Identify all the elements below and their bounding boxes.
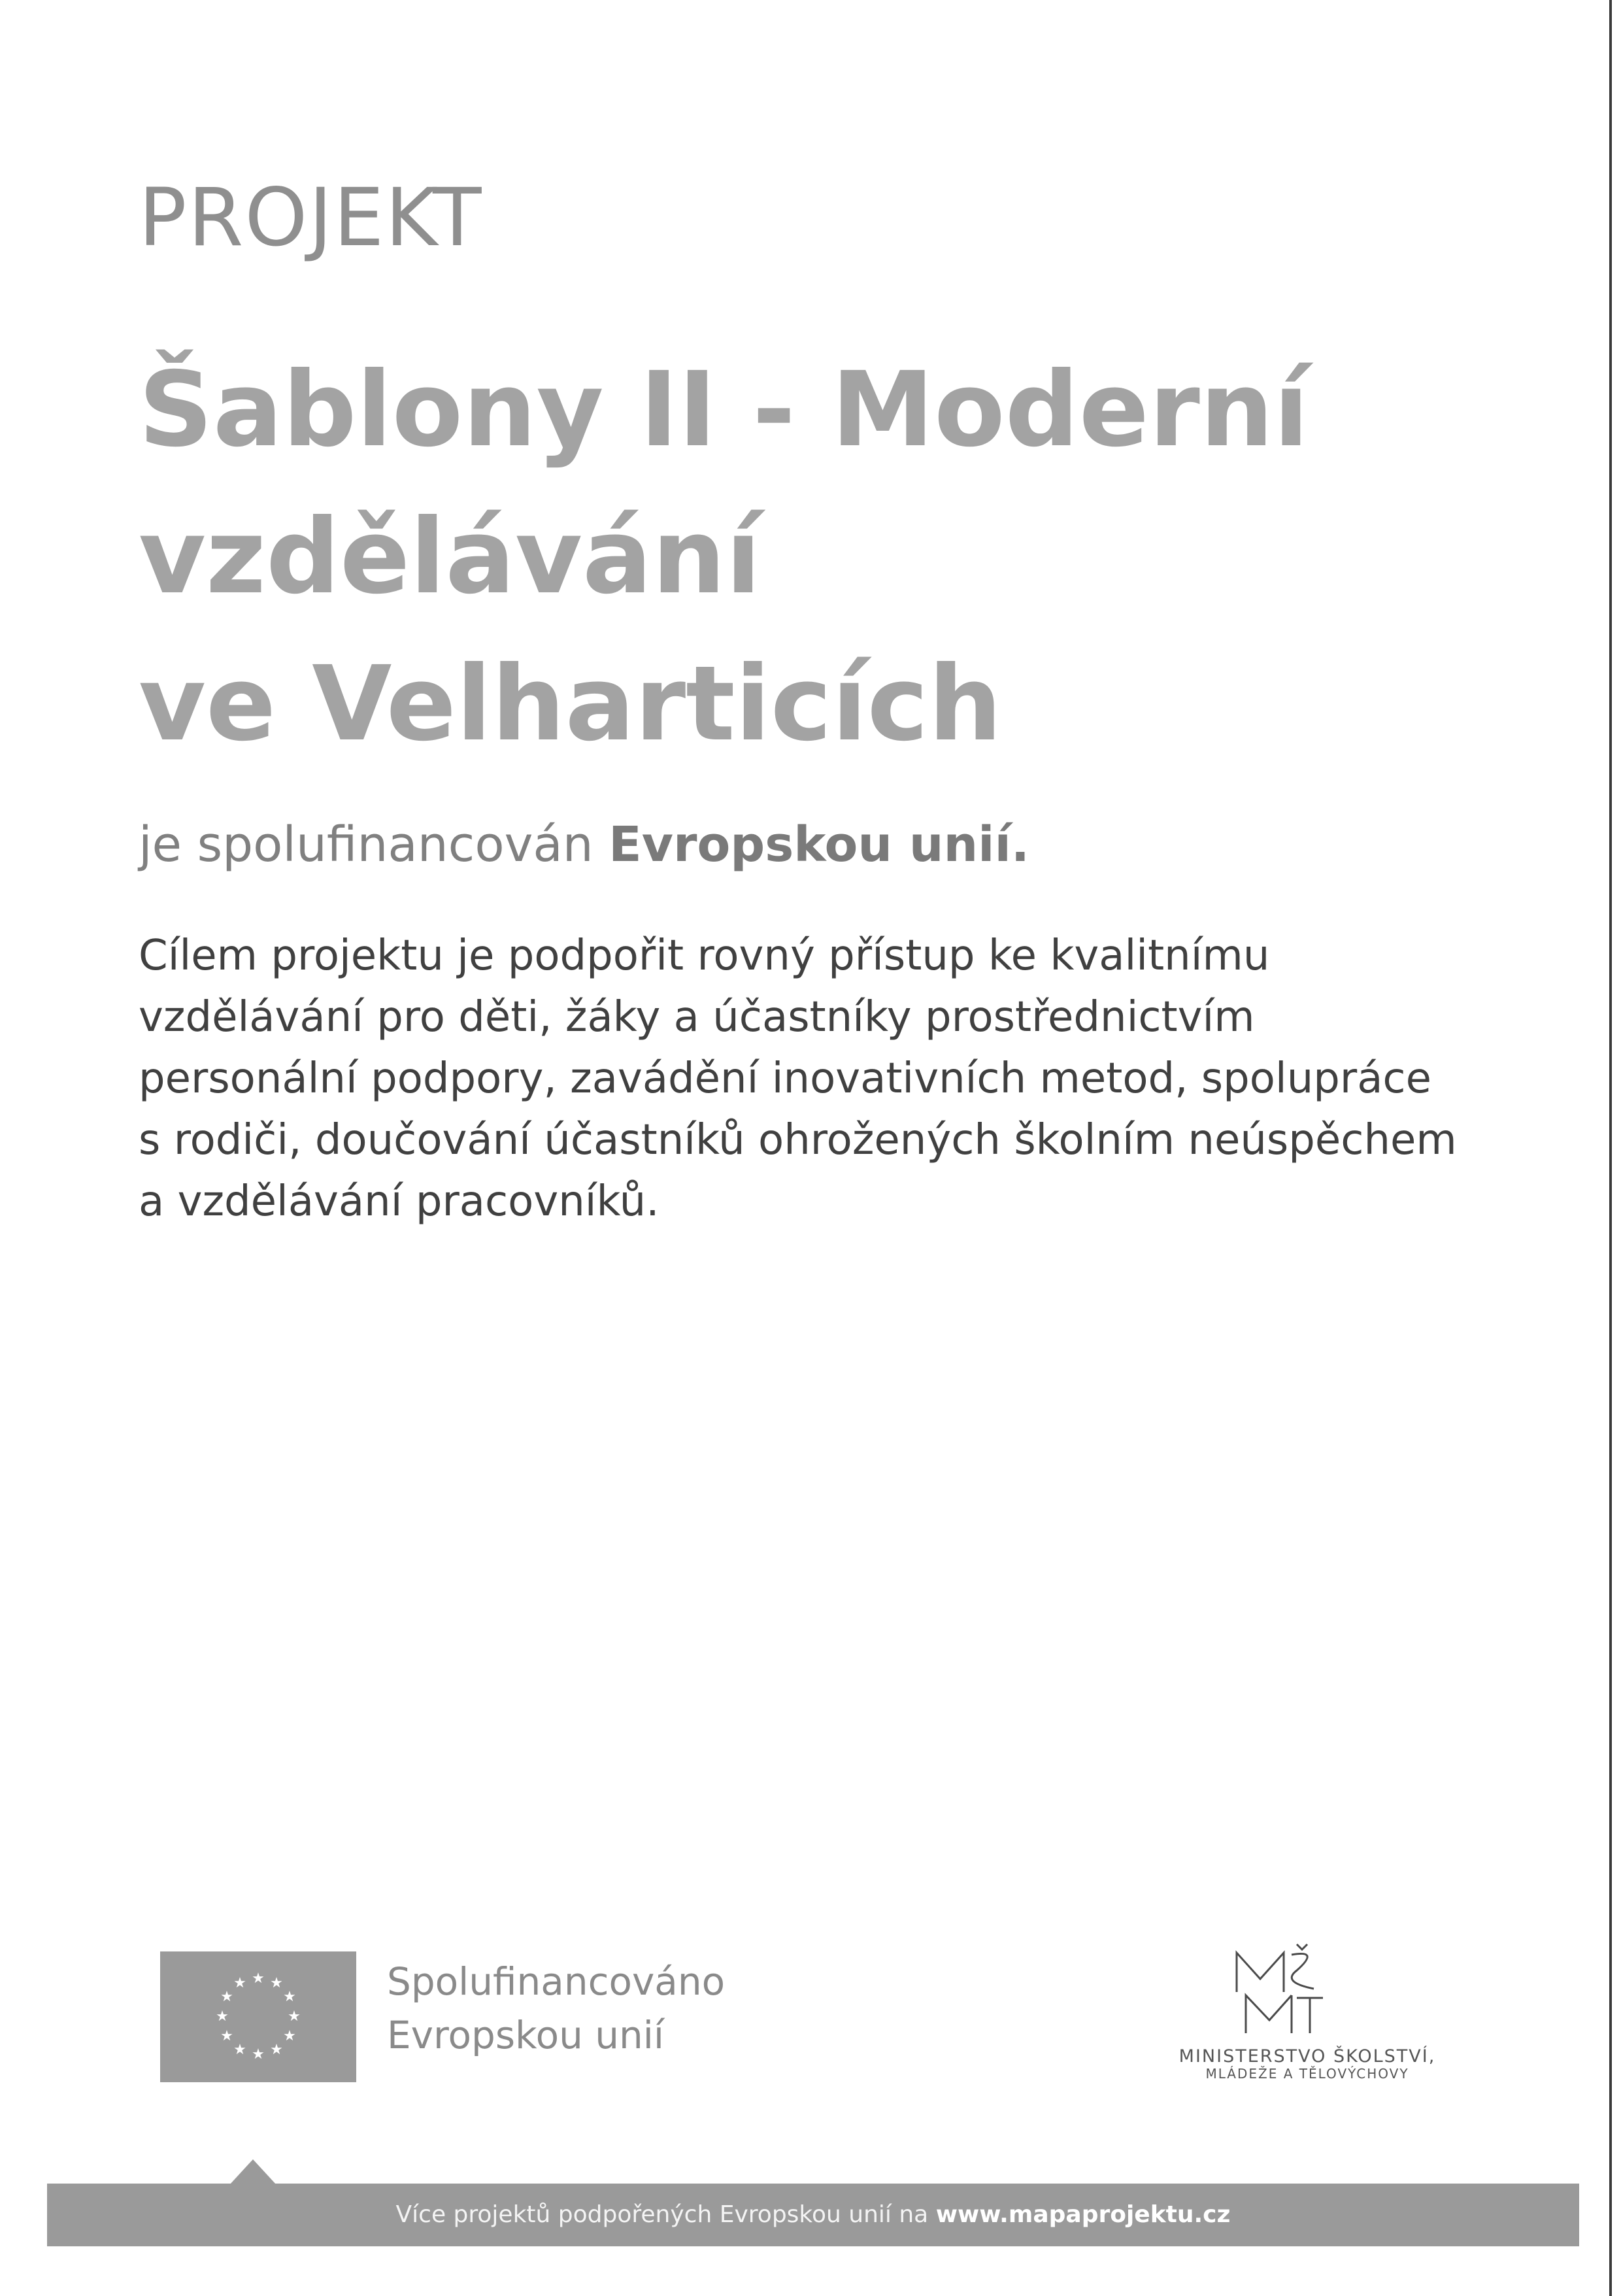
- svg-text:★: ★: [220, 1989, 233, 2005]
- msmt-caption-line: MLÁDEŽE A TĚLOVÝCHOVY: [1205, 2066, 1409, 2082]
- svg-text:★: ★: [252, 2046, 265, 2063]
- projekt-label: PROJEKT: [139, 171, 483, 264]
- svg-text:★: ★: [233, 1975, 246, 1991]
- footer-text: Více projektů podpořených Evropskou unií na: [395, 2201, 929, 2228]
- msmt-logo-icon: [1229, 1943, 1327, 2041]
- page-edge: [1609, 0, 1612, 2296]
- svg-text:★: ★: [233, 2042, 246, 2058]
- description-line: Cílem projektu je podpořit rovný přístup ke kvalitnímu: [139, 932, 1270, 980]
- eu-text-line: Evropskou unií: [387, 2013, 665, 2057]
- svg-text:★: ★: [288, 2008, 301, 2025]
- svg-text:★: ★: [270, 1975, 283, 1991]
- svg-text:★: ★: [283, 1989, 296, 2005]
- eu-cofinanced-text: [387, 1955, 725, 2062]
- footer-bar: [47, 2184, 1579, 2246]
- cofinanced-prefix: je spolufinancován: [139, 817, 593, 873]
- project-title-line: vzdělávání: [139, 497, 761, 617]
- project-title-line: Šablony II - Moderní: [139, 350, 1309, 470]
- description-line: a vzdělávání pracovníků.: [139, 1177, 660, 1226]
- cofinanced-statement: [139, 817, 1030, 873]
- svg-text:★: ★: [220, 2028, 233, 2044]
- project-description: [139, 925, 1511, 1232]
- svg-text:★: ★: [283, 2028, 296, 2044]
- msmt-caption: [1157, 2046, 1458, 2082]
- svg-text:★: ★: [216, 2008, 229, 2025]
- project-title-line: ve Velharticích: [139, 644, 1002, 764]
- svg-text:★: ★: [270, 2042, 283, 2058]
- project-title: [139, 337, 1511, 778]
- msmt-caption-line: MINISTERSTVO ŠKOLSTVÍ,: [1178, 2046, 1436, 2067]
- cofinanced-eu: Evropskou unií.: [609, 817, 1030, 873]
- description-line: personální podpory, zavádění inovativních metod, spolupráce: [139, 1055, 1431, 1103]
- description-line: s rodiči, doučování účastníků ohrožených školním neúspěchem: [139, 1116, 1457, 1164]
- svg-text:★: ★: [252, 1970, 265, 1987]
- footer-pointer: [230, 2159, 276, 2184]
- eu-text-line: Spolufinancováno: [387, 1959, 726, 2004]
- eu-flag-icon: [160, 1951, 356, 2082]
- eu-stars-icon: [160, 1951, 356, 2082]
- description-line: vzdělávání pro děti, žáky a účastníky prostřednictvím: [139, 993, 1255, 1041]
- footer-link[interactable]: www.mapaprojektu.cz: [935, 2201, 1231, 2228]
